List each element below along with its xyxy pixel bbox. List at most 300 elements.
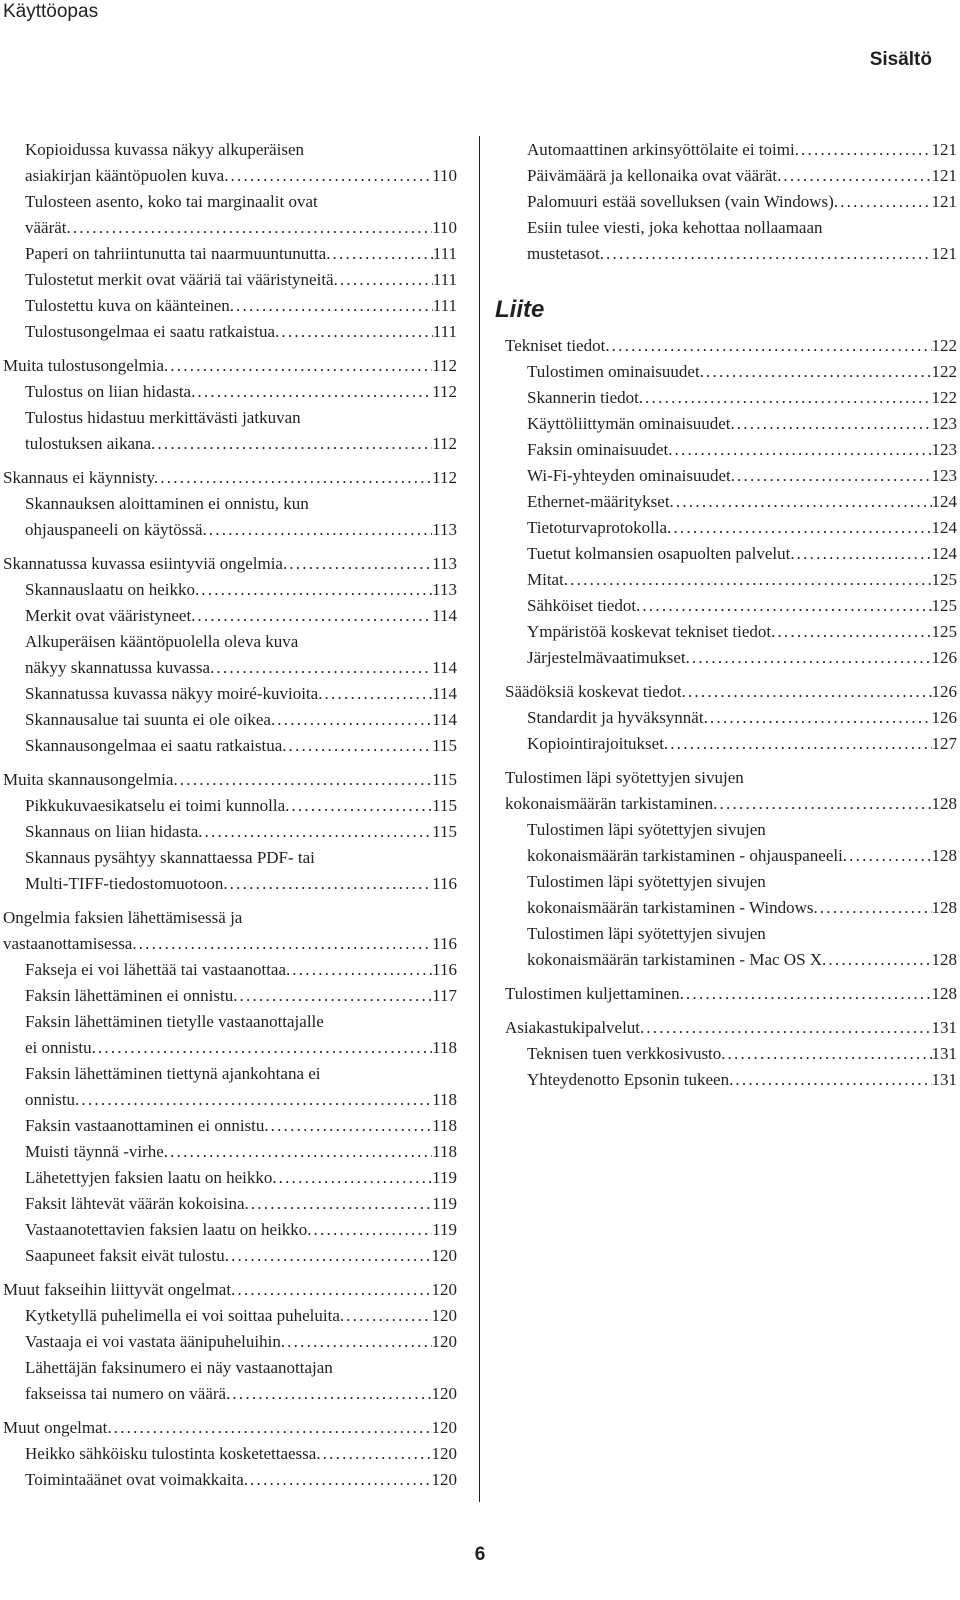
dot-leader [643, 385, 931, 411]
toc-entry[interactable] [3, 905, 457, 957]
toc-entry-title: Tulostimen ominaisuudet. [527, 362, 704, 381]
toc-entry-line [25, 1217, 457, 1243]
toc-entry-page: 115 [432, 822, 457, 841]
toc-entry[interactable] [505, 333, 957, 359]
toc-entry-page: 112 [432, 468, 457, 487]
toc-entry-title: Muisti täynnä -virhe. [25, 1142, 169, 1161]
dot-leader [203, 819, 433, 845]
toc-entry[interactable] [3, 707, 457, 733]
toc-entry-page: 126 [931, 682, 957, 701]
toc-entry-title: Wi-Fi-yhteyden ominaisuudet. [527, 466, 736, 485]
toc-entry-line [3, 931, 457, 957]
toc-entry-page: 128 [931, 846, 957, 865]
toc-entry-title: Päivämäärä ja kellonaika ovat väärät. [527, 166, 782, 185]
toc-entry-page: 118 [432, 1142, 457, 1161]
toc-entry[interactable] [3, 189, 457, 241]
toc-entry[interactable] [3, 1467, 457, 1493]
toc-entry-line [25, 1329, 457, 1355]
toc-entry-line [25, 1139, 457, 1165]
toc-entry-title: Ethernet-määritykset. [527, 492, 674, 511]
toc-entry-title: Multi-TIFF-tiedostomuotoon. [25, 874, 228, 893]
toc-entry-title: Tulostimen läpi syötettyjen sivujen [527, 924, 766, 943]
toc-entry-title: Skannaus on liian hidasta. [25, 822, 203, 841]
toc-entry-page: 114 [432, 684, 457, 703]
toc-entry[interactable] [3, 1243, 457, 1269]
toc-entry[interactable] [505, 541, 957, 567]
page-number: 6 [474, 1544, 486, 1565]
toc-entry[interactable] [3, 1355, 457, 1407]
toc-entry[interactable] [505, 437, 957, 463]
toc-entry-line [25, 1191, 457, 1217]
toc-entry-page: 131 [931, 1044, 957, 1063]
toc-entry[interactable] [3, 293, 457, 319]
toc-entry-line [25, 983, 457, 1009]
toc-entry[interactable] [3, 733, 457, 759]
toc-entry[interactable] [505, 619, 957, 645]
toc-entry-title: Paperi on tahriintunutta tai naarmuuntunutta. [25, 244, 331, 263]
toc-entry-page: 122 [931, 388, 957, 407]
toc-entry-title: Säädöksiä koskevat tiedot. [505, 682, 686, 701]
toc-entry-title: väärät. [25, 218, 71, 237]
toc-entry-page: 123 [931, 440, 957, 459]
toc-entry-title: Tekniset tiedot. [505, 336, 610, 355]
toc-entry-page: 120 [431, 1384, 457, 1403]
toc-entry-page: 128 [931, 794, 957, 813]
toc-entry-title: mustetasot. [527, 244, 604, 263]
toc-entry[interactable] [3, 267, 457, 293]
dot-leader [277, 1165, 433, 1191]
toc-entry[interactable] [3, 1191, 457, 1217]
toc-entry-line [527, 593, 957, 619]
section-title: Sisältö [869, 49, 932, 70]
toc-entry[interactable] [3, 1441, 457, 1467]
toc-entry-line [25, 1467, 457, 1493]
dot-leader [312, 1217, 433, 1243]
toc-entry-title: Tulostus hidastuu merkittävästi jatkuvan [25, 408, 301, 427]
toc-entry-page: 111 [432, 270, 457, 289]
appendix-heading: Liite [495, 296, 545, 323]
toc-entry[interactable] [505, 463, 957, 489]
toc-entry[interactable] [505, 359, 957, 385]
toc-entry-line [505, 981, 957, 1007]
dot-leader [287, 551, 432, 577]
toc-entry-title: ohjauspaneeli on käytössä. [25, 520, 207, 539]
dot-leader [269, 1113, 432, 1139]
toc-entry-line [25, 163, 457, 189]
toc-entry[interactable] [505, 385, 957, 411]
toc-entry-title: Fakseja ei voi lähettää tai vastaanottaa. [25, 960, 291, 979]
toc-entry-title: Heikko sähköisku tulostinta kosketettaessa. [25, 1444, 321, 1463]
dot-leader [249, 1191, 432, 1217]
toc-entry-title: vastaanottamisessa. [3, 934, 137, 953]
toc-entry-line [25, 871, 457, 897]
toc-entry[interactable] [505, 163, 957, 189]
toc-entry[interactable] [505, 817, 957, 869]
toc-entry-title: Standardit ja hyväksynnät. [527, 708, 708, 727]
toc-entry[interactable] [505, 215, 957, 267]
toc-entry-line [25, 1381, 457, 1407]
toc-entry-title: Lähettäjän faksinumero ei näy vastaanottajan [25, 1358, 333, 1377]
toc-entry-title: Ympäristöä koskevat tekniset tiedot. [527, 622, 776, 641]
toc-entry-page: 111 [432, 296, 457, 315]
dot-leader [71, 215, 432, 241]
toc-entry[interactable] [3, 845, 457, 897]
toc-entry[interactable] [505, 1041, 957, 1067]
toc-entry[interactable] [505, 679, 957, 705]
toc-entry[interactable] [505, 567, 957, 593]
toc-entry-line [505, 1015, 957, 1041]
toc-entry[interactable] [3, 405, 457, 457]
toc-entry[interactable] [3, 1217, 457, 1243]
toc-entry[interactable] [3, 137, 457, 189]
toc-entry[interactable] [505, 1015, 957, 1041]
toc-entry-page: 120 [431, 1418, 457, 1437]
toc-entry[interactable] [3, 1277, 457, 1303]
toc-entry[interactable] [3, 957, 457, 983]
dot-leader [671, 515, 931, 541]
toc-entry[interactable] [3, 241, 457, 267]
toc-entry-line [527, 1067, 957, 1093]
toc-left-column [3, 137, 457, 1493]
toc-entry-page: 114 [432, 658, 457, 677]
toc-entry-page: 123 [931, 466, 957, 485]
toc-entry[interactable] [3, 1061, 457, 1113]
toc-entry-title: kokonaismäärän tarkistaminen. [505, 794, 718, 813]
toc-entry-page: 118 [432, 1090, 457, 1109]
toc-entry-line [3, 465, 457, 491]
toc-entry-title: Faksin lähettäminen tietylle vastaanottajalle [25, 1012, 324, 1031]
toc-entry[interactable] [505, 137, 957, 163]
toc-entry[interactable] [3, 603, 457, 629]
toc-entry-line [527, 731, 957, 757]
toc-entry-title: Ongelmia faksien lähettämisessä ja [3, 908, 243, 927]
toc-entry-page: 110 [432, 166, 457, 185]
toc-entry[interactable] [505, 765, 957, 817]
toc-entry-title: Pikkukuvaesikatselu ei toimi kunnolla. [25, 796, 290, 815]
toc-entry[interactable] [505, 645, 957, 671]
dot-leader [229, 1243, 432, 1269]
dot-leader [178, 767, 432, 793]
toc-entry-page: 124 [931, 544, 957, 563]
toc-entry-page: 125 [931, 622, 957, 641]
toc-entry[interactable] [505, 731, 957, 757]
toc-entry[interactable] [3, 1165, 457, 1191]
toc-entry-title: Sähköiset tiedot. [527, 596, 641, 615]
dot-leader [168, 353, 432, 379]
toc-entry-page: 120 [431, 1246, 457, 1265]
dot-leader [230, 1381, 431, 1407]
dot-leader [195, 603, 432, 629]
toc-entry-page: 127 [931, 734, 957, 753]
toc-entry-line [25, 319, 457, 345]
toc-entry-title: asiakirjan kääntöpuolen kuva. [25, 166, 229, 185]
toc-entry-line [25, 733, 457, 759]
toc-right-after [505, 333, 957, 1093]
dot-leader [112, 1415, 432, 1441]
toc-entry[interactable] [505, 705, 957, 731]
toc-entry-page: 121 [931, 244, 957, 263]
toc-entry-title: Mitat. [527, 570, 569, 589]
toc-entry[interactable] [505, 411, 957, 437]
toc-entry-title: Esiin tulee viesti, joka kehottaa nollaamaan [527, 218, 823, 237]
dot-leader [137, 931, 433, 957]
dot-leader [158, 465, 432, 491]
dot-leader [195, 379, 432, 405]
toc-entry-title: Skannatussa kuvassa esiintyviä ongelmia. [3, 554, 288, 573]
dot-leader [207, 517, 432, 543]
toc-entry-line [25, 819, 457, 845]
toc-entry[interactable] [3, 465, 457, 491]
toc-entry-page: 118 [432, 1116, 457, 1135]
toc-entry-line [25, 293, 457, 319]
toc-entry[interactable] [3, 551, 457, 577]
toc-entry-title: onnistu. [25, 1090, 80, 1109]
toc-entry-line [527, 515, 957, 541]
toc-entry-title: Skannausalue tai suunta ei ole oikea. [25, 710, 276, 729]
dot-leader [735, 411, 932, 437]
toc-entry-page: 125 [931, 570, 957, 589]
toc-entry[interactable] [505, 1067, 957, 1093]
dot-leader [79, 1087, 432, 1113]
dot-leader [684, 981, 932, 1007]
toc-entry-page: 115 [432, 770, 457, 789]
toc-entry-page: 119 [432, 1220, 457, 1239]
toc-entry[interactable] [3, 353, 457, 379]
toc-entry[interactable] [3, 491, 457, 543]
dot-leader [275, 707, 432, 733]
toc-entry-title: Tietoturvaprotokolla. [527, 518, 672, 537]
toc-entry-line [25, 1035, 457, 1061]
toc-entry-page: 124 [931, 518, 957, 537]
toc-entry[interactable] [505, 921, 957, 973]
toc-entry[interactable] [3, 1009, 457, 1061]
toc-entry[interactable] [3, 819, 457, 845]
toc-entry-title: Tulostetut merkit ovat vääriä tai vääristyneitä. [25, 270, 338, 289]
toc-entry[interactable] [3, 1415, 457, 1441]
toc-entry[interactable] [3, 1113, 457, 1139]
toc-entry[interactable] [505, 489, 957, 515]
toc-entry-page: 112 [432, 434, 457, 453]
toc-entry-title: Skannerin tiedot. [527, 388, 644, 407]
toc-entry-page: 116 [432, 874, 457, 893]
toc-entry-line [527, 489, 957, 515]
dot-leader [287, 733, 433, 759]
toc-entry-line [25, 1441, 457, 1467]
toc-entry[interactable] [3, 1329, 457, 1355]
toc-entry[interactable] [3, 577, 457, 603]
toc-entry[interactable] [3, 629, 457, 681]
toc-entry-line [25, 603, 457, 629]
toc-entry[interactable] [505, 981, 957, 1007]
toc-entry-line [25, 957, 457, 983]
dot-leader [289, 793, 432, 819]
dot-leader [726, 1041, 932, 1067]
toc-entry-line [505, 791, 957, 817]
toc-entry-line [3, 1277, 457, 1303]
toc-entry-line [527, 645, 957, 671]
toc-entry-page: 111 [432, 322, 457, 341]
toc-entry-line [527, 163, 957, 189]
dot-leader [644, 1015, 931, 1041]
toc-entry[interactable] [3, 793, 457, 819]
toc-entry-title: kokonaismäärän tarkistaminen - Windows. [527, 898, 818, 917]
toc-entry[interactable] [505, 189, 957, 215]
dot-leader [733, 1067, 931, 1093]
toc-entry-line [527, 947, 957, 973]
toc-entry-title: Tulostettu kuva on käänteinen. [25, 296, 235, 315]
toc-entry-page: 113 [432, 520, 457, 539]
toc-entry[interactable] [505, 869, 957, 921]
toc-entry-title: Alkuperäisen kääntöpuolella oleva kuva [25, 632, 299, 651]
toc-entry-page: 125 [931, 596, 957, 615]
toc-entry-title: Muut fakseihin liittyvät ongelmat. [3, 1280, 236, 1299]
dot-leader [338, 267, 433, 293]
dot-leader [708, 705, 932, 731]
dot-leader [248, 1467, 431, 1493]
toc-entry-title: Skannauslaatu on heikko. [25, 580, 200, 599]
dot-leader [799, 137, 932, 163]
dot-leader [735, 463, 931, 489]
toc-entry-title: Vastaaja ei voi vastata äänipuheluihin. [25, 1332, 286, 1351]
toc-entry-title: Skannaus pysähtyy skannattaessa PDF- tai [25, 848, 315, 867]
toc-entry-page: 114 [432, 710, 457, 729]
dot-leader [279, 319, 432, 345]
toc-entry-line [527, 241, 957, 267]
toc-entry-title: ei onnistu. [25, 1038, 96, 1057]
toc-entry-line [527, 895, 957, 921]
toc-entry-line [25, 1303, 457, 1329]
toc-entry-line [25, 431, 457, 457]
toc-entry-title: Kytketyllä puhelimella ei voi soittaa puheluita. [25, 1306, 345, 1325]
dot-leader [604, 241, 932, 267]
toc-entry-title: Faksin lähettäminen ei onnistu. [25, 986, 238, 1005]
dot-leader [838, 189, 931, 215]
dot-leader [234, 293, 433, 319]
toc-entry-line [3, 551, 457, 577]
toc-entry-title: Lähetettyjen faksien laatu on heikko. [25, 1168, 277, 1187]
toc-entry-line [3, 353, 457, 379]
toc-entry-page: 120 [431, 1332, 457, 1351]
toc-entry[interactable] [3, 681, 457, 707]
toc-entry-page: 122 [931, 336, 957, 355]
toc-entry-title: Skannaus ei käynnisty. [3, 468, 159, 487]
toc-entry[interactable] [3, 983, 457, 1009]
toc-entry-page: 114 [432, 606, 457, 625]
toc-entry[interactable] [3, 319, 457, 345]
toc-entry-line [25, 1113, 457, 1139]
toc-entry-line [527, 1041, 957, 1067]
toc-entry-page: 110 [432, 218, 457, 237]
toc-entry-page: 124 [931, 492, 957, 511]
dot-leader [668, 731, 931, 757]
dot-leader [686, 679, 932, 705]
toc-entry-title: Tulostimen läpi syötettyjen sivujen [527, 820, 766, 839]
toc-entry-page: 119 [432, 1194, 457, 1213]
dot-leader [717, 791, 931, 817]
toc-entry-title: Skannatussa kuvassa näkyy moiré-kuvioita. [25, 684, 323, 703]
toc-entry-page: 128 [931, 984, 957, 1003]
dot-leader [285, 1329, 431, 1355]
toc-right-before [505, 137, 957, 267]
dot-leader [155, 431, 432, 457]
toc-entry-page: 131 [931, 1018, 957, 1037]
toc-entry-title: Tulostimen läpi syötettyjen sivujen [505, 768, 744, 787]
dot-leader [214, 655, 432, 681]
toc-entry-page: 126 [931, 708, 957, 727]
toc-entry[interactable] [3, 1303, 457, 1329]
toc-entry-line [527, 463, 957, 489]
dot-leader [847, 843, 931, 869]
toc-entry[interactable] [3, 379, 457, 405]
toc-entry-line [25, 1165, 457, 1191]
toc-entry-title: Tuetut kolmansien osapuolten palvelut. [527, 544, 795, 563]
dot-leader [290, 957, 432, 983]
dot-leader [672, 437, 931, 463]
toc-entry-title: Palomuuri estää sovelluksen (vain Windows). [527, 192, 839, 211]
toc-entry-title: Kopiointirajoitukset. [527, 734, 669, 753]
toc-entry-page: 126 [931, 648, 957, 667]
toc-entry-page: 112 [432, 382, 457, 401]
dot-leader [330, 241, 432, 267]
dot-leader [228, 163, 432, 189]
toc-entry-line [527, 137, 957, 163]
dot-leader [344, 1303, 431, 1329]
toc-entry-title: Muut ongelmat. [3, 1418, 112, 1437]
toc-entry-title: Skannausongelmaa ei saatu ratkaistua. [25, 736, 287, 755]
toc-entry-page: 120 [431, 1306, 457, 1325]
dot-leader [235, 1277, 431, 1303]
toc-entry[interactable] [505, 515, 957, 541]
toc-entry-line [3, 1415, 457, 1441]
toc-entry-title: Vastaanotettavien faksien laatu on heikko. [25, 1220, 312, 1239]
toc-entry-page: 128 [931, 950, 957, 969]
toc-entry-page: 128 [931, 898, 957, 917]
toc-entry-page: 121 [931, 166, 957, 185]
toc-entry-page: 116 [432, 960, 457, 979]
toc-entry-title: Tulostusongelmaa ei saatu ratkaistua. [25, 322, 280, 341]
toc-entry-page: 113 [432, 554, 457, 573]
toc-entry-page: 116 [432, 934, 457, 953]
toc-entry-title: Kopioidussa kuvassa näkyy alkuperäisen [25, 140, 305, 159]
dot-leader [795, 541, 932, 567]
toc-entry-line [527, 437, 957, 463]
dot-leader [781, 163, 931, 189]
toc-entry-page: 120 [431, 1444, 457, 1463]
toc-entry[interactable] [505, 593, 957, 619]
dot-leader [818, 895, 932, 921]
toc-entry-line [527, 567, 957, 593]
dot-leader [610, 333, 932, 359]
dot-leader [568, 567, 931, 593]
toc-entry-line [3, 767, 457, 793]
toc-right-column [495, 137, 957, 1093]
toc-entry-page: 121 [931, 140, 957, 159]
toc-entry-line [25, 707, 457, 733]
toc-entry-title: Toimintaäänet ovat voimakkaita. [25, 1470, 249, 1489]
dot-leader [690, 645, 932, 671]
dot-leader [228, 871, 433, 897]
toc-entry-title: Skannauksen aloittaminen ei onnistu, kun [25, 494, 309, 513]
toc-entry[interactable] [3, 1139, 457, 1165]
toc-entry-line [527, 541, 957, 567]
toc-entry-title: Muita skannausongelmia. [3, 770, 178, 789]
toc-entry-title: Muita tulostusongelmia. [3, 356, 169, 375]
toc-entry-title: Merkit ovat vääristyneet. [25, 606, 196, 625]
toc-entry[interactable] [3, 767, 457, 793]
toc-entry-title: Teknisen tuen verkkosivusto. [527, 1044, 726, 1063]
toc-entry-title: näkyy skannatussa kuvassa. [25, 658, 215, 677]
toc-entry-line [505, 679, 957, 705]
